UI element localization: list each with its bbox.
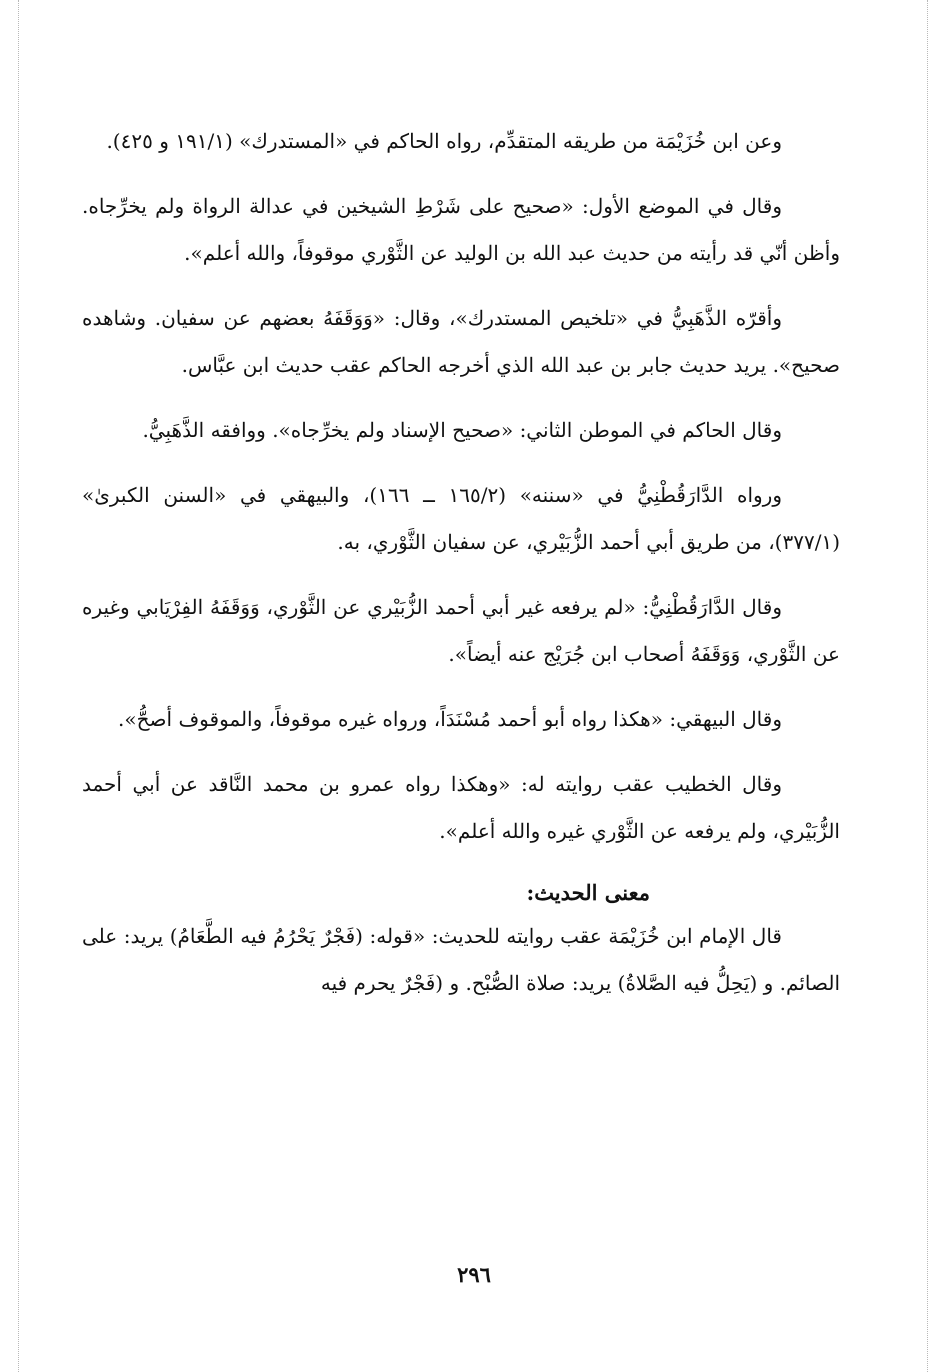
paragraph: [82, 118, 840, 165]
paragraph-text: وقال البيهقي: «هكذا رواه أبو أحمد مُسْنَدَاً، ورواه غيره موقوفاً، والموقوف أصحُّ».: [118, 707, 782, 731]
paragraph-text: وقال الخطيب عقب روايته له: «وهكذا رواه عمرو بن محمد النَّاقد عن أبي أحمد الزُّبَيْري، ولم يرفعه عن الثَّوْري غيره والله أعلم».: [82, 772, 840, 843]
paragraph: [82, 407, 840, 454]
paragraph: [82, 696, 840, 743]
paragraph: [82, 295, 840, 389]
paragraph: [82, 584, 840, 678]
paragraph-final: [82, 913, 840, 1007]
section-heading: معنى الحديث:: [526, 880, 650, 905]
margin-guide-right: [927, 0, 928, 1372]
paragraph: [82, 472, 840, 566]
paragraph-text: وقال في الموضع الأول: «صحيح على شَرْطِ الشيخين في عدالة الرواة ولم يخرِّجاه. وأظن أنّي قد رأيته من حديث عبد الله بن الوليد عن الثَّوْري موقوفاً، والله أعلم».: [82, 194, 840, 265]
paragraph-text: قال الإمام ابن خُزَيْمَة عقب روايته للحديث: «قوله: (فَجْرٌ يَحْرُمُ فيه الطَّعَامُ) يريد: على الصائم. و (يَحِلُّ فيه الصَّلاةُ) يريد: صلاة الصُّبْح. و (فَجْرٌ يحرم فيه: [82, 924, 840, 995]
paragraph-text: ورواه الدَّارَقُطْنِيُّ في «سننه» (١٦٥/٢ ــ ١٦٦)، والبيهقي في «السنن الكبرىٰ» (٣٧٧/١)، من طريق أبي أحمد الزُّبَيْري، عن سفيان الثَّوْري، به.: [82, 483, 840, 554]
paragraph: [82, 761, 840, 855]
page-body: [82, 118, 840, 1025]
paragraph-text: وأقرّه الذَّهَبِيُّ في «تلخيص المستدرك»، وقال: «وَوَقَفَهُ بعضهم عن سفيان. وشاهده صحيح». يريد حديث جابر بن عبد الله الذي أخرجه الحاكم عقب حديث ابن عبَّاس.: [82, 306, 840, 377]
paragraph-text: وعن ابن خُزَيْمَة من طريقه المتقدِّم، رواه الحاكم في «المستدرك» (١٩١/١ و ٤٢٥).: [106, 129, 782, 153]
paragraph: [82, 183, 840, 277]
paragraph-text: وقال الحاكم في الموطن الثاني: «صحيح الإسناد ولم يخرِّجاه». ووافقه الذَّهَبِيُّ.: [142, 418, 782, 442]
page-number: ٢٩٦: [457, 1262, 491, 1287]
paragraph-text: وقال الدَّارَقُطْنِيُّ: «لم يرفعه غير أبي أحمد الزُّبَيْري عن الثَّوْري، وَوَقَفَهُ الفِرْيَابي وغيره عن الثَّوْري، وَوَقَفَهُ أصحاب ابن جُرَيْج عنه أيضاً».: [82, 595, 840, 666]
margin-guide-left: [18, 0, 19, 1372]
